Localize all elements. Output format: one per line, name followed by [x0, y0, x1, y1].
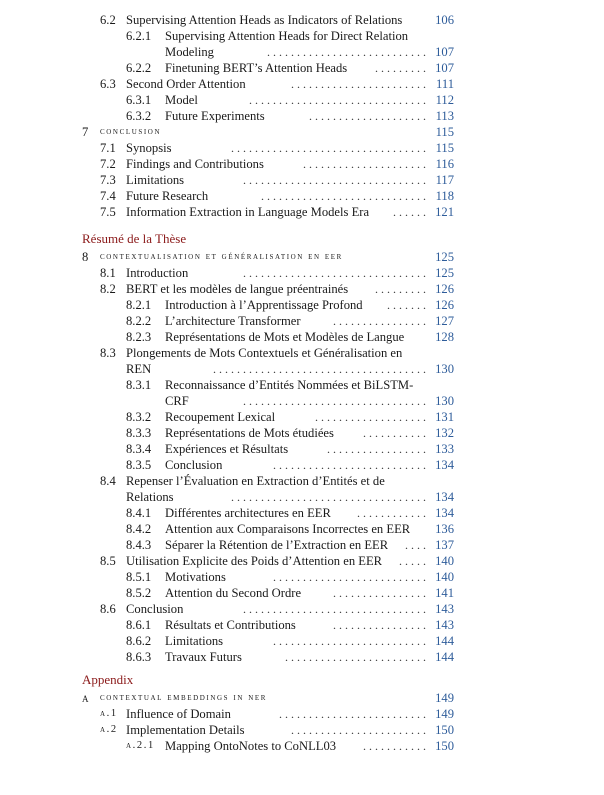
entry-title: Repenser l’Évaluation en Extraction d’Entités et de: [126, 474, 385, 488]
entry-title: Conclusion: [165, 458, 223, 472]
toc-entry[interactable]: [0, 313, 604, 329]
leader-dots: . . . . . . . . . . . . . . . .: [333, 314, 426, 328]
page-number-link[interactable]: 115: [435, 125, 454, 139]
entry-title: Second Order Attention: [126, 77, 246, 91]
leader-dots: . . . . . . . . . . . . . . . . . . . . . . . . . . . . . . . . .: [231, 490, 426, 504]
entry-title: Future Research: [126, 189, 209, 203]
toc-entry[interactable]: [0, 92, 604, 108]
leader-dots: . . . . . . . . .: [375, 61, 426, 75]
leader-dots: . . . . . . . . . . . . . . . . . . . . . . . . . .: [273, 634, 426, 648]
entry-title: Introduction: [126, 266, 189, 280]
toc-entry[interactable]: [0, 441, 604, 457]
chapter-entry[interactable]: [0, 249, 604, 265]
page-number-link[interactable]: 107: [435, 45, 454, 59]
toc-entry[interactable]: [0, 265, 604, 281]
entry-number: 7.2: [100, 157, 116, 171]
entry-title: Représentations de Mots et Modèles de Langue: [165, 330, 405, 344]
entry-number: 7.3: [100, 173, 116, 187]
entry-number: 8.3.4: [126, 442, 152, 456]
entry-title: Recoupement Lexical: [165, 410, 276, 424]
page-number-link[interactable]: 107: [435, 61, 454, 75]
toc-entry[interactable]: [0, 12, 604, 28]
page-number-link[interactable]: 116: [435, 157, 454, 171]
leader-dots: . . . . . . . . . . . . . . . . . . . . .: [303, 157, 426, 171]
toc-entry[interactable]: [0, 60, 604, 76]
entry-title: Mapping OntoNotes to CoNLL03: [165, 739, 337, 753]
page-number-link[interactable]: 130: [435, 362, 454, 376]
entry-title: Différentes architectures en EER: [165, 506, 331, 520]
toc-entry[interactable]: [0, 188, 604, 204]
page-number-link[interactable]: 130: [435, 394, 454, 408]
entry-title: Limitations: [126, 173, 185, 187]
entry-number: 8.6: [100, 602, 116, 616]
entry-number: 8: [82, 250, 89, 264]
entry-title: Information Extraction in Language Models Era: [126, 205, 370, 219]
leader-dots: . . . . . . . . . . . . . . . . . . . .: [309, 109, 426, 123]
entry-number: 8.3.3: [126, 426, 152, 440]
page-number-link[interactable]: 134: [435, 458, 454, 472]
part-title: Résumé de la Thèse: [82, 231, 187, 246]
leader-dots: . . . . . . . . . . . . . . . . . . . . . . . . . .: [273, 458, 426, 472]
page-number-link[interactable]: 126: [435, 298, 454, 312]
entry-title: Plongements de Mots Contextuels et Généralisation en: [126, 346, 403, 360]
entry-number: 8.3: [100, 346, 116, 360]
entry-title: Finetuning BERT’s Attention Heads: [165, 61, 348, 75]
toc-entry[interactable]: [0, 569, 604, 585]
entry-title: Utilisation Explicite des Poids d’Attention en EER: [126, 554, 383, 568]
entry-title: Introduction à l’Apprentissage Profond: [165, 298, 363, 312]
page-number-link[interactable]: 132: [435, 426, 454, 440]
toc-entry[interactable]: [0, 505, 604, 521]
entry-number: a.2.1: [126, 740, 155, 751]
page-number-link[interactable]: 112: [435, 93, 454, 107]
leader-dots: . . . . . . . . . . . . . . . . . . . . . . . . .: [279, 707, 426, 721]
leader-dots: . . . . . . . . . . . . . . . . . . . . . . . . . . . .: [261, 189, 426, 203]
leader-dots: . . . . . . . . . . . . . . . . . . . . . . .: [291, 723, 426, 737]
leader-dots: . . . . . . . . . . . . . . . . . . . . . . . . . . . . . . .: [243, 602, 426, 616]
entry-number: 8.6.2: [126, 634, 152, 648]
entry-title: Représentations de Mots étudiées: [165, 426, 334, 440]
entry-number: 6.2.1: [126, 29, 152, 43]
entry-number: 7.5: [100, 205, 116, 219]
entry-number: 7.4: [100, 189, 116, 203]
entry-number: 6.2: [100, 13, 116, 27]
leader-dots: . . . . . . . . . . . . . . . .: [333, 618, 426, 632]
entry-title: Limitations: [165, 634, 224, 648]
toc-entry[interactable]: [0, 329, 604, 345]
page-number-link[interactable]: 149: [435, 691, 454, 705]
leader-dots: . . . . . . . . . . . . . . . . . . . . . . . .: [285, 650, 426, 664]
entry-title: Implementation Details: [126, 723, 245, 737]
entry-number: 8.6.1: [126, 618, 152, 632]
page-number-link[interactable]: 149: [435, 707, 454, 721]
toc-entry[interactable]: [0, 722, 604, 738]
entry-number: 8.2.2: [126, 314, 152, 328]
toc-entry: [0, 28, 604, 44]
page-number-link[interactable]: 144: [435, 650, 454, 664]
toc-entry[interactable]: [0, 44, 604, 60]
leader-dots: . . . . . . . . . . . . . . . . . . . . . . . . . . . . . . .: [243, 173, 426, 187]
leader-dots: . . . . . . . . . . . .: [357, 506, 426, 520]
page-number-link[interactable]: 125: [435, 250, 454, 264]
leader-dots: . . . . . . . . . . . . . . . .: [333, 586, 426, 600]
entry-number: 7: [82, 125, 89, 139]
entry-number: 8.2.3: [126, 330, 152, 344]
part-title: Appendix: [82, 672, 134, 687]
entry-number: 8.5.2: [126, 586, 152, 600]
entry-number: 8.3.1: [126, 378, 152, 392]
entry-title: Motivations: [165, 570, 226, 584]
page-number-link[interactable]: 121: [435, 205, 454, 219]
entry-number: a.1: [100, 708, 118, 719]
leader-dots: . . . . . .: [393, 205, 426, 219]
entry-title: REN: [126, 362, 152, 376]
leader-dots: . . . . . . . . . . . . . . . . . . . . . . .: [291, 77, 426, 91]
page-number-link[interactable]: 150: [435, 723, 454, 737]
entry-number: 7.1: [100, 141, 116, 155]
page-number-link[interactable]: 106: [435, 13, 454, 27]
entry-number: 8.4.1: [126, 506, 152, 520]
entry-title: Modeling: [165, 45, 214, 59]
entry-number: 6.3.2: [126, 109, 152, 123]
toc-entry[interactable]: [0, 140, 604, 156]
page-number-link[interactable]: 143: [435, 618, 454, 632]
entry-title: Future Experiments: [165, 109, 265, 123]
entry-title: Travaux Futurs: [165, 650, 242, 664]
entry-title: Conclusion: [126, 602, 184, 616]
entry-number: 8.6.3: [126, 650, 152, 664]
entry-title: Attention aux Comparaisons Incorrectes en EER: [165, 522, 411, 536]
toc-entry[interactable]: [0, 601, 604, 617]
leader-dots: . . . . . . . . . . . . . . . . . . .: [315, 410, 426, 424]
page-number-link[interactable]: 144: [435, 634, 454, 648]
leader-dots: . . . . . . .: [387, 298, 426, 312]
chapter-entry[interactable]: [0, 690, 604, 706]
toc-entry[interactable]: [0, 521, 604, 537]
leader-dots: . . . . . . . . . . . . . . . . . . . . . . . . . . .: [267, 45, 426, 59]
leader-dots: . . . . . . . . . . . . . . . . . . . . . . . . . . . . . . .: [243, 266, 426, 280]
toc-entry[interactable]: [0, 617, 604, 633]
page-number-link[interactable]: 134: [435, 506, 454, 520]
entry-number: 6.3.1: [126, 93, 152, 107]
toc-entry[interactable]: [0, 425, 604, 441]
entry-number: 8.1: [100, 266, 116, 280]
toc-entry[interactable]: [0, 409, 604, 425]
entry-number: 8.2: [100, 282, 116, 296]
leader-dots: . . . . . . . . . . . . . . . . . . . . . . . . . . . . . .: [249, 93, 426, 107]
page-number-link[interactable]: 137: [435, 538, 454, 552]
leader-dots: . . . . . . . . . . . . . . . . .: [327, 442, 426, 456]
toc-entry[interactable]: [0, 633, 604, 649]
entry-number: 8.5: [100, 554, 116, 568]
page-number-link[interactable]: 125: [435, 266, 454, 280]
entry-title: Séparer la Rétention de l’Extraction en EER: [165, 538, 389, 552]
entry-number: a: [82, 691, 91, 705]
toc-entry[interactable]: [0, 738, 604, 754]
page-number-link[interactable]: 133: [435, 442, 454, 456]
entry-title: Supervising Attention Heads for Direct Relation: [165, 29, 409, 43]
page-number-link[interactable]: 136: [435, 522, 454, 536]
toc-entry[interactable]: [0, 361, 604, 377]
toc-entry[interactable]: [0, 156, 604, 172]
entry-title: Expériences et Résultats: [165, 442, 289, 456]
page-number-link[interactable]: 126: [435, 282, 454, 296]
entry-title: Résultats et Contributions: [165, 618, 296, 632]
leader-dots: . . . . . . . . . . . . . . . . . . . . . . . . . . . . . . .: [243, 394, 426, 408]
leader-dots: . . . . .: [399, 554, 426, 568]
entry-title: Relations: [126, 490, 174, 504]
entry-number: 8.2.1: [126, 298, 152, 312]
leader-dots: . . . . . . . . . . .: [363, 426, 426, 440]
toc-entry[interactable]: [0, 649, 604, 665]
entry-number: 6.3: [100, 77, 116, 91]
toc-entry: [0, 345, 604, 361]
entry-title: CRF: [165, 394, 189, 408]
entry-title: Influence of Domain: [126, 707, 231, 721]
page-number-link[interactable]: 141: [435, 586, 454, 600]
page-number-link[interactable]: 134: [435, 490, 454, 504]
toc-entry[interactable]: [0, 393, 604, 409]
page-number-link[interactable]: 127: [435, 314, 454, 328]
page-number-link[interactable]: 131: [435, 410, 454, 424]
entry-title: Supervising Attention Heads as Indicators of Relations: [126, 13, 403, 27]
entry-title: conclusion: [100, 126, 162, 137]
toc-entry[interactable]: [0, 204, 604, 220]
entry-title: L’architecture Transformer: [165, 314, 301, 328]
entry-number: 8.3.2: [126, 410, 152, 424]
page-number-link[interactable]: 140: [435, 570, 454, 584]
page-number-link[interactable]: 118: [435, 189, 454, 203]
entry-number: 8.4.2: [126, 522, 152, 536]
entry-number: 8.4.3: [126, 538, 152, 552]
page-number-link[interactable]: 140: [435, 554, 454, 568]
leader-dots: . . . . . . . . . . .: [363, 739, 426, 753]
page-number-link[interactable]: 115: [435, 141, 454, 155]
entry-number: 8.3.5: [126, 458, 152, 472]
page-number-link[interactable]: 143: [435, 602, 454, 616]
entry-number: 6.2.2: [126, 61, 152, 75]
entry-title: BERT et les modèles de langue préentrainés: [126, 282, 349, 296]
entry-number: 8.4: [100, 474, 116, 488]
toc-entry[interactable]: [0, 297, 604, 313]
page-number-link[interactable]: 113: [435, 109, 454, 123]
toc-entry: [0, 377, 604, 393]
part-heading: [0, 231, 604, 247]
toc-entry[interactable]: [0, 457, 604, 473]
toc-entry[interactable]: [0, 706, 604, 722]
page-number-link[interactable]: 150: [435, 739, 454, 753]
toc-entry[interactable]: [0, 76, 604, 92]
entry-number: a.2: [100, 724, 118, 735]
entry-title: Reconnaissance d’Entités Nommées et BiLSTM-: [165, 378, 414, 392]
toc-entry[interactable]: [0, 489, 604, 505]
entry-title: Attention du Second Ordre: [165, 586, 302, 600]
toc-entry: [0, 473, 604, 489]
toc-entry[interactable]: [0, 108, 604, 124]
entry-number: 8.5.1: [126, 570, 152, 584]
leader-dots: . . . . . . . . .: [375, 282, 426, 296]
leader-dots: . . . .: [405, 538, 426, 552]
leader-dots: . . . . . . . . . . . . . . . . . . . . . . . . . . . . . . . . .: [231, 141, 426, 155]
leader-dots: . . . . . . . . . . . . . . . . . . . . . . . . . .: [273, 570, 426, 584]
entry-title: contextual embeddings in ner: [100, 692, 267, 703]
toc-entry[interactable]: [0, 281, 604, 297]
toc-entry[interactable]: [0, 172, 604, 188]
page-number-link[interactable]: 128: [435, 330, 454, 344]
entry-title: Synopsis: [126, 141, 172, 155]
entry-title: contextualisation et généralisation en eer: [100, 251, 343, 262]
toc-entry[interactable]: [0, 553, 604, 569]
toc-entry[interactable]: [0, 537, 604, 553]
page-number-link[interactable]: 111: [436, 77, 454, 91]
toc-entry[interactable]: [0, 585, 604, 601]
entry-title: Findings and Contributions: [126, 157, 264, 171]
leader-dots: . . . . . . . . . . . . . . . . . . . . . . . . . . . . . . . . . . . .: [213, 362, 426, 376]
page-number-link[interactable]: 117: [435, 173, 454, 187]
part-heading: [0, 672, 604, 688]
chapter-entry[interactable]: [0, 124, 604, 140]
entry-title: Model: [165, 93, 198, 107]
